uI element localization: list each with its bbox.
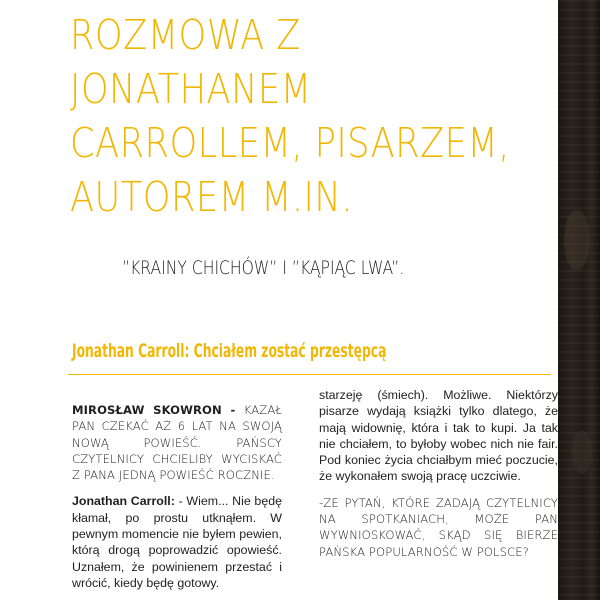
article-headline — [70, 8, 510, 224]
headline-line: ROZMOWA Z — [70, 11, 301, 59]
headline-line: CARROLLEM, PISARZEM, — [70, 119, 510, 167]
wood-knot — [572, 430, 592, 474]
headline-line: AUTOREM M.IN. — [70, 173, 353, 221]
question-paragraph — [72, 402, 282, 483]
question-text: KAZAŁ PAN CZEKAĆ AŻ 6 LAT NA SWOJĄ NOWĄ POWIEŚĆ. PAŃSCY CZYTELNICY CHCIELIBY WYCISKAĆ Z PANA JEDNĄ POWIEŚĆ ROCZNIE. — [72, 403, 282, 483]
interviewee-name: Jonathan Carroll: — [72, 494, 175, 509]
answer-text: - Wiem... Nie będę kłamał, po prostu utknąłem. W pewnym momencie nie byłem pewien, którą drogą poprowadzić opowieść. Uznałem, że powinienem przestać i wrócić, kiedy będę gotowy. — [72, 494, 282, 590]
interviewer-name: MIROSŁAW SKOWRON - — [72, 403, 236, 417]
answer-continuation: starzeję (śmiech). Możliwe. Niektórzy pisarze wydają książki tylko dlatego, że mają widownię, która i tak to kupi. Ja tak nie chciałem, to byłoby wobec nich nie fair. Pod koniec życia chciałbym mieć poczucie, że wykonałem swoją pracę uczciwie. — [319, 388, 558, 484]
wood-photo-strip — [558, 0, 600, 600]
wood-knot — [564, 210, 590, 270]
headline-line: JONATHANEM — [70, 65, 312, 113]
left-text-column — [72, 402, 282, 601]
answer-paragraph — [72, 493, 282, 591]
section-title: Jonathan Carroll: Chciałem zostać przestępcą — [72, 340, 387, 362]
right-text-column — [319, 387, 558, 570]
section-divider — [68, 374, 551, 375]
question-paragraph: -ZE PYTAŃ, KTÓRE ZADAJĄ CZYTELNICY NA SPOTKANIACH, MOŻE PAN WYWNIOSKOWAĆ, SKĄD SIĘ BIERZE PAŃSKA POPULARNOŚĆ W POLSCE? — [319, 495, 558, 559]
article-subtitle: ”KRAINY CHICHÓW” I ”KĄPIĄC LWA”. — [122, 257, 405, 279]
